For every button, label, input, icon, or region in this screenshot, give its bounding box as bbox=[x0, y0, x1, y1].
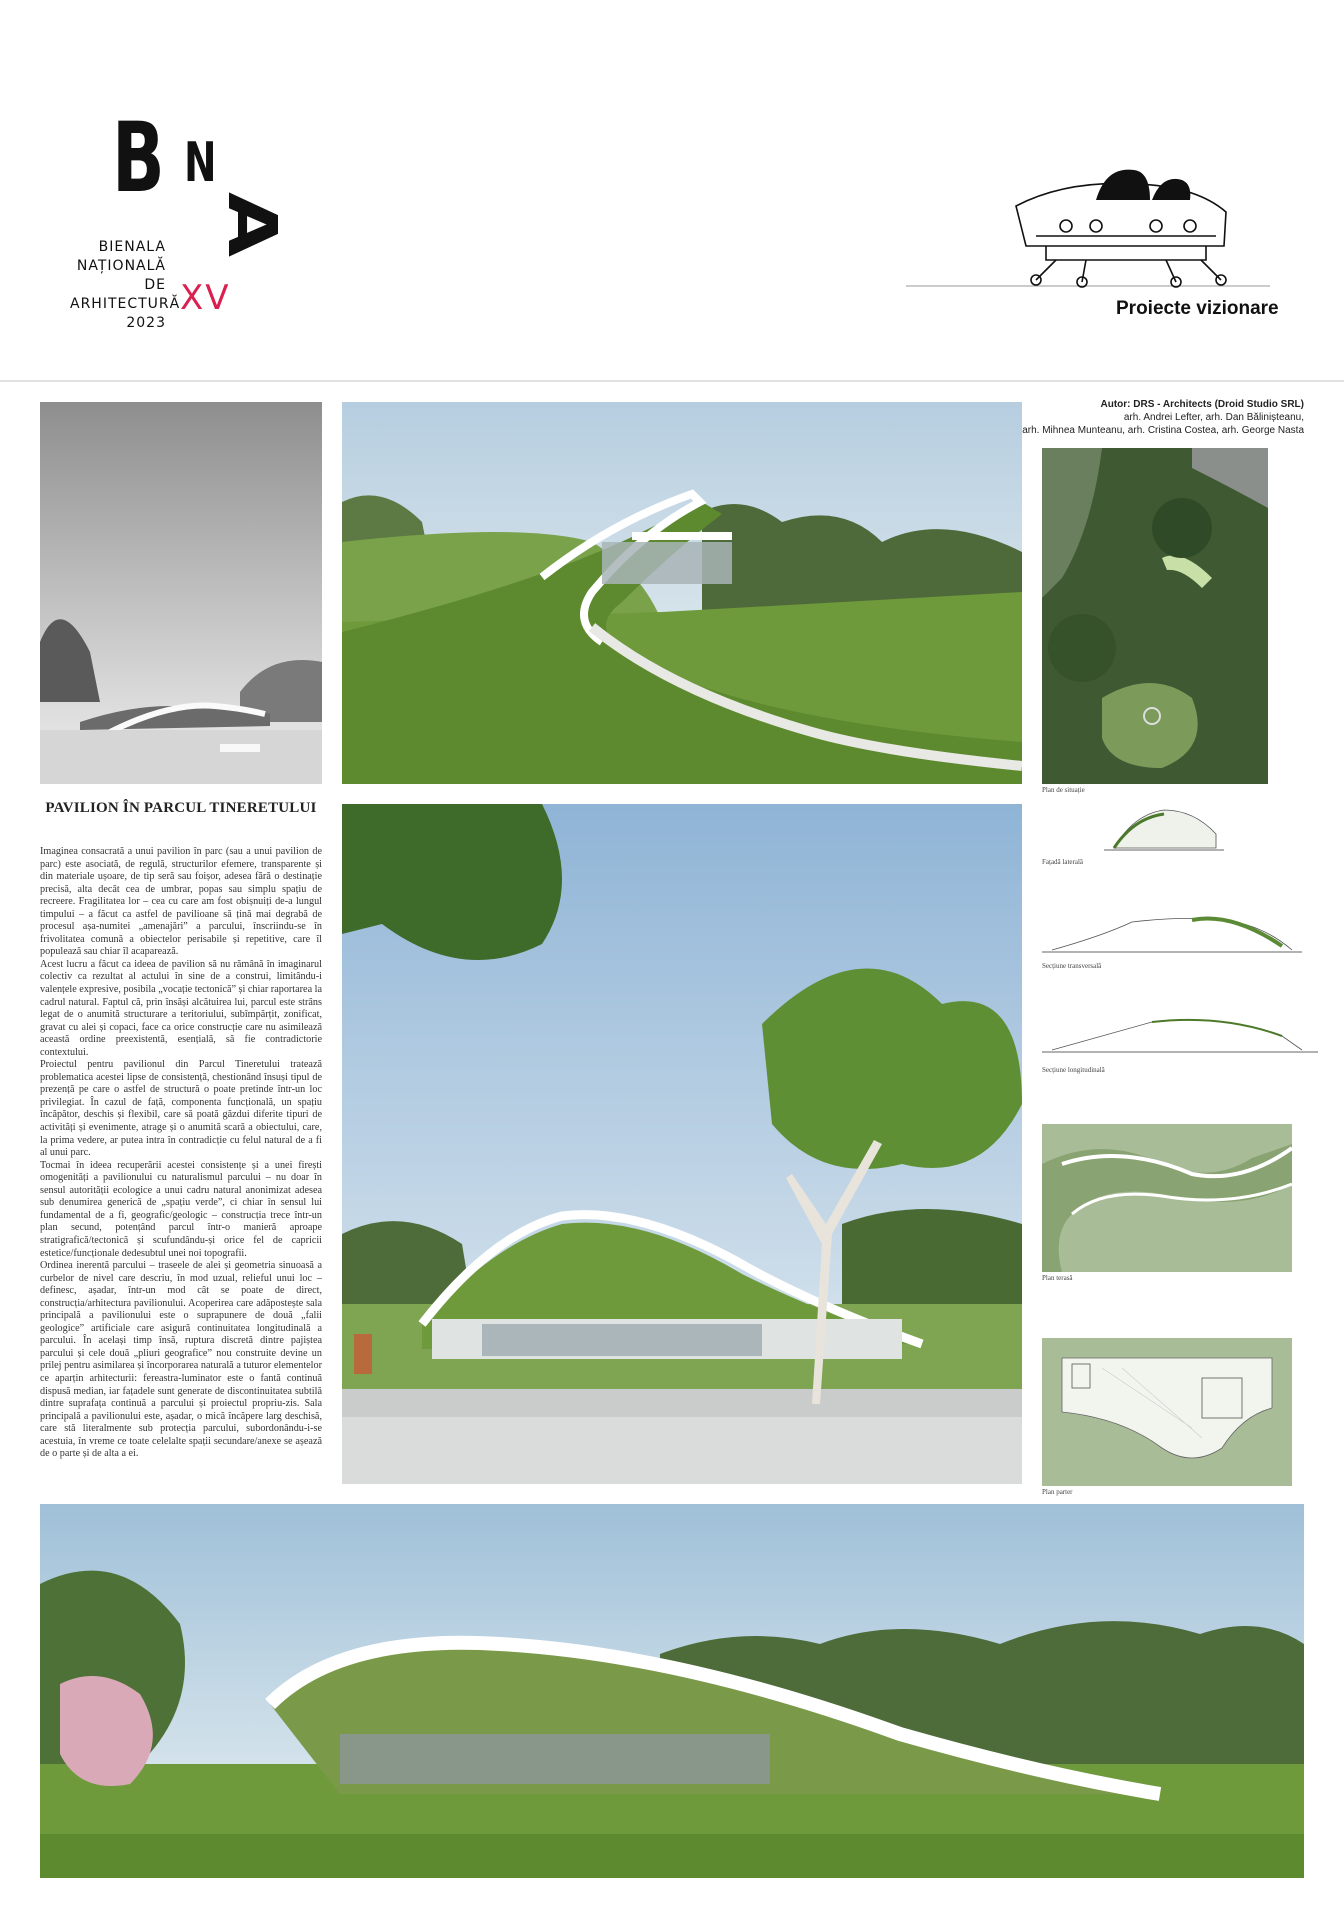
project-title: PAVILION ÎN PARCUL TINERETULUI bbox=[45, 800, 317, 816]
edition-number: XV bbox=[180, 278, 231, 318]
render-bottom-panorama bbox=[40, 1504, 1304, 1878]
site-plan-aerial bbox=[1042, 448, 1268, 784]
cross-section-drawing bbox=[1042, 906, 1302, 956]
terrace-plan-caption: Plan terasă bbox=[1042, 1274, 1073, 1282]
long-section-drawing bbox=[1042, 1006, 1318, 1056]
terrace-plan-drawing bbox=[1042, 1124, 1292, 1272]
description-paragraph: Tocmai în ideea recuperării acestei consistențe și a unei firești omogenități a pavilionului cu naturalismul parcului – nu doar în sensul autorității ecologice a unui cadru natural anonimizat adesea sub denumirea generică de „spațiu verde”, ci chiar în sensul lui fundamental de a fi, geografic/geologic – construcția trece într-un plan secund, potențând parcul într-o manieră aproape stratigrafică/tectonică și scufundându-și orice fel de capricii estetice/funcționale dedesubtul unei noi topografii. bbox=[40, 1159, 322, 1259]
logo-line: DE bbox=[144, 277, 166, 293]
site-plan-caption: Plan de situație bbox=[1042, 786, 1085, 794]
author-lead: Autor: DRS - Architects (Droid Studio SRL) bbox=[1100, 399, 1304, 410]
render-middle-pavilion bbox=[342, 804, 1022, 1484]
author-credits bbox=[960, 398, 1304, 437]
logo-line: 2023 bbox=[126, 315, 166, 331]
ground-plan-drawing bbox=[1042, 1338, 1292, 1486]
logo-line: ARHITECTURĂ bbox=[70, 296, 181, 312]
ground-plan-caption: Plan parter bbox=[1042, 1488, 1073, 1496]
logo-line: NAȚIONALĂ bbox=[76, 258, 166, 274]
bw-pavilion-photo bbox=[40, 402, 322, 784]
logo-line: BIENALA bbox=[98, 239, 166, 255]
side-facade-caption: Fațadă laterală bbox=[1042, 858, 1084, 866]
render-top-pavilion bbox=[342, 402, 1022, 784]
category-title: Proiecte vizionare bbox=[1116, 298, 1279, 319]
project-description bbox=[40, 846, 322, 1461]
author-line: arh. Andrei Lefter, arh. Dan Bălinișteanu, bbox=[1123, 412, 1304, 423]
description-paragraph: Acest lucru a făcut ca ideea de pavilion să nu rămână în imaginarul colectiv ca rezultat al actului în sine de a construi, limitându-i valențele expresive, posibila „vocație tectonică” și chiar raportarea la cadrul natural. Faptul că, prin însăși alcătuirea lui, parcul este strâns legat de o anumită structurare a teritoriului, subîmpărțit, zonificat, gravat cu alei și copaci, face ca orice construcție care nu asimilează această ordine preexistentă, esențială, să fie contradictorie contextului. bbox=[40, 958, 322, 1058]
cross-section-caption: Secțiune transversală bbox=[1042, 962, 1102, 970]
side-facade-drawing bbox=[1104, 804, 1224, 856]
header-divider bbox=[0, 380, 1344, 382]
long-section-caption: Secțiune longitudinală bbox=[1042, 1066, 1105, 1074]
logo-letter-b: B bbox=[112, 102, 165, 214]
logo-letter-n: N bbox=[184, 131, 217, 194]
description-paragraph: Ordinea inerentă parcului – traseele de alei și geometria sinuoasă a curbelor de nivel care descriu, în mod uzual, relieful unui loc – definesc, așadar, într-un mod cât se poate de direct, construcția/arhitectura pavilionului. Acoperirea care adăpostește sala principală a pavilionului este o suprapunere de două „falii geologice” artificiale care asigură continuitatea longitudinală a parcului. În același timp însă, ruptura discretă dintre pajiștea parcului și cele două „pliuri geografice” nou construite devine un prilej pentru asimilarea și încorporarea naturală a tuturor elementelor ce aparțin arhitecturii: fereastra-luminator este o fantă continuă dispusă median, iar fațadele sunt generate de discontinuitatea subtilă dintre suprafața continuă a parcului și proiectul propriu-zis. Sala principală a pavilionului este, așadar, o mică încăpere larg deschisă, care stă literalmente sub protecția parcului, subordonându-i-se acestuia, în vreme ce toate celelalte spații secundare/anexe se așează de o parte și de alta a ei. bbox=[40, 1260, 322, 1460]
walking-machine-icon bbox=[906, 150, 1270, 290]
logo-caption bbox=[70, 238, 181, 333]
author-line: arh. Mihnea Munteanu, arh. Cristina Costea, arh. George Nasta bbox=[1022, 425, 1304, 436]
logo-letter-a: A bbox=[213, 192, 292, 258]
description-paragraph: Proiectul pentru pavilionul din Parcul Tineretului tratează problematica acestei lipse de consistență, chestionând însuși tipul de prezență pe care o astfel de structură o poate pretinde într-un loc privilegiat. În cazul de față, componenta funcțională, un spațiu încăpător, deschis și flexibil, care să poată găzdui diferite tipuri de activități și evenimente, atrage și o anumită scară a obiectului, care, la prima vedere, ar putea intra în contradicție cu felul natural de a fi al unui parc. bbox=[40, 1059, 322, 1159]
description-paragraph: Imaginea consacrată a unui pavilion în parc (sau a unui pavilion de parc) este asociată, de regulă, structurilor efemere, transparente și din materiale ușoare, de tip seră sau foișor, adesea fără o destinație precisă, alta decât cea de umbrar, popas sau simplu spațiu de recreere. Fragilitatea lor – cea cu care am fost obișnuiți de-a lungul timpului – a făcut ca astfel de pavilioane să țină mai degrabă de procesul așa-numitei „amenajări” a parcului, înscriindu-se în frivolitatea comună a obiectelor perisabile și repetitive, care îl populează sau chiar îl acaparează. bbox=[40, 846, 322, 958]
